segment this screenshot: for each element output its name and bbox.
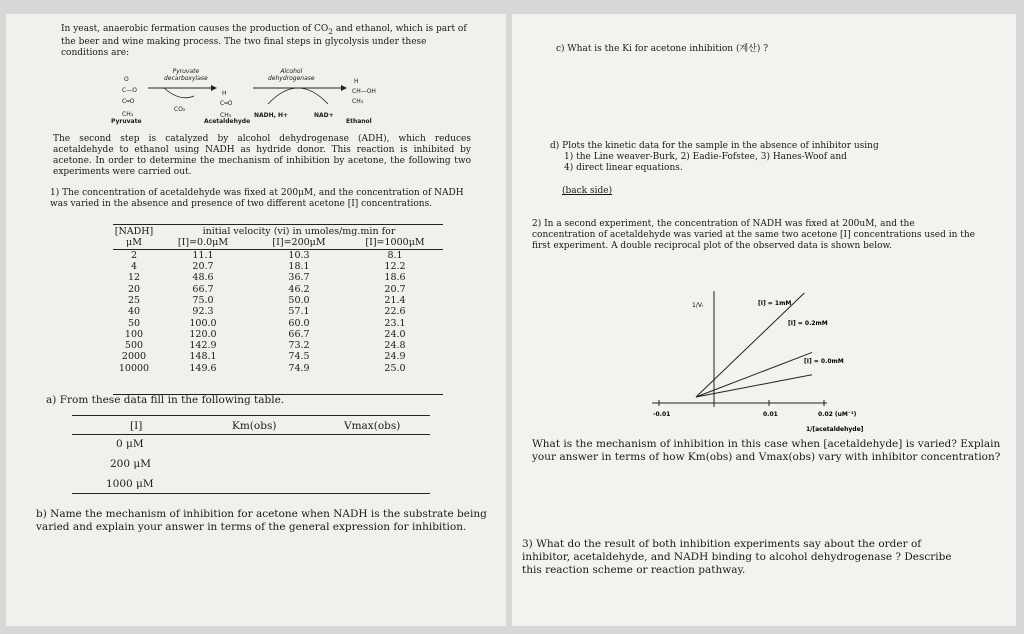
atom: C═O: [220, 100, 233, 107]
atom: CH₃: [352, 98, 364, 105]
plot-line: [696, 375, 812, 397]
table-cell: 75.0: [192, 294, 214, 306]
atom: H: [222, 90, 227, 97]
question-d-line1: d) Plots the kinetic data for the sample in the absence of inhibitor using: [550, 141, 879, 151]
atom: CH₃: [220, 112, 232, 119]
table-cell: 149.6: [189, 362, 217, 374]
table-cell: 73.2: [288, 340, 310, 352]
fill-table-bottom-rule: [72, 493, 430, 494]
table-cell: 10000: [118, 362, 150, 374]
intro-text: In yeast, anaerobic fermation causes the production of $CO_2$ and ethanol, which is part of the beer and wine making process. The two final steps in glycolysis under these conditions are:: [61, 24, 467, 58]
nadh-header: [NADH]: [114, 226, 154, 238]
table-row: [113, 351, 443, 362]
table-cell: 66.7: [288, 328, 310, 340]
fill-header-vmax: Vmax(obs): [344, 420, 401, 432]
atom: CH—OH: [352, 88, 376, 95]
question-1-text: 1) The concentration of acetaldehyde was fixed at 200μM, and the concentration of NADH was varied in the absence and presence of two different acetone [I] concentrations.: [50, 188, 464, 209]
table-cell: 4: [130, 261, 138, 273]
table-cell: 40: [127, 306, 141, 318]
table-cell: 100.0: [189, 317, 217, 329]
table-row: [113, 249, 443, 261]
fill-table-top-rule: [72, 415, 430, 416]
x-axis-label: 1/[acetaldehyde]: [806, 426, 864, 433]
pyruvate-name: Pyruvate: [111, 118, 142, 125]
fill-row-0: 0 μM: [116, 438, 144, 450]
question-d-line2: 1) the Line weaver-Burk, 2) Eadie-Fofstee, 3) Hanes-Woof and: [564, 152, 847, 162]
table-cell: 120.0: [189, 328, 217, 340]
fill-header-i: [I]: [130, 420, 143, 432]
step2-paragraph: The second step is catalyzed by alcohol dehydrogenase (ADH), which reduces acetaldehyde to ethanol using NADH as hydride donor. This reaction is inhibited by acetone. In order to determine the mechanism of inhibition by acetone, the following two experiments were carried out.: [53, 134, 471, 177]
table-row: [113, 295, 443, 306]
enzyme2-label: Alcohol dehydrogenase: [268, 68, 315, 82]
enzyme1-label: Pyruvate decarboxylase: [164, 68, 208, 82]
data-table-top-rule: [113, 224, 443, 225]
ethanol-name: Ethanol: [346, 118, 372, 125]
fill-row-200: 200 μM: [110, 458, 151, 470]
col-head: [I]=200μM: [272, 237, 326, 249]
table-cell: 24.0: [384, 328, 406, 340]
right-page: [512, 14, 1016, 626]
table-cell: 500: [124, 340, 144, 352]
table-cell: 11.1: [192, 249, 214, 261]
table-cell: 25.0: [384, 362, 406, 374]
question-d-line3: 4) direct linear equations.: [564, 163, 683, 173]
units-header: μM: [126, 237, 142, 249]
table-cell: 21.4: [384, 294, 406, 306]
table-cell: 74.5: [288, 351, 310, 363]
plot-line-label: [I] = 1mM: [758, 300, 792, 307]
x-tick-label: 0.02 (uM⁻¹): [818, 411, 857, 418]
table-cell: 57.1: [288, 306, 310, 318]
atom: C═O: [122, 98, 135, 105]
question-b-text: b) Name the mechanism of inhibition for acetone when NADH is the substrate being varied and explain your answer in terms of the general expression for inhibition.: [36, 508, 487, 533]
question-2-text: 2) In a second experiment, the concentration of NADH was fixed at 200uM, and the concentration of acetaldehyde was varied at the same two acetone [I] concentrations used in the first experiment. A double reciprocal plot of the observed data is shown below.: [532, 219, 975, 251]
plot-line-label: [I] = 0.2mM: [788, 320, 828, 327]
table-row: [113, 272, 443, 283]
table-subheader-row: [113, 237, 443, 249]
table-cell: 24.9: [384, 351, 406, 363]
question-3-text: 3) What do the result of both inhibition experiments say about the order of inhibitor, acetaldehyde, and NADH binding to alcohol dehydrogenase ? Describe this reaction scheme or reaction pathway.: [522, 538, 952, 576]
table-cell: 50: [127, 317, 141, 329]
table-row: [113, 317, 443, 328]
table-cell: 48.6: [192, 272, 214, 284]
plot-line-label: [I] = 0.0mM: [804, 358, 844, 365]
table-row: [113, 283, 443, 294]
atom: CH₃: [122, 111, 134, 118]
table-row: [113, 340, 443, 351]
table-row: [113, 363, 443, 374]
table-cell: 36.7: [288, 272, 310, 284]
question-c-text: c) What is the Ki for acetone inhibition (계산) ?: [556, 44, 769, 54]
x-tick-label: 0.01: [763, 411, 778, 418]
table-cell: 2: [130, 249, 138, 261]
table-cell: 25: [127, 294, 141, 306]
plot-line: [696, 293, 804, 397]
table-cell: 66.7: [192, 283, 214, 295]
table-row: [113, 329, 443, 340]
table-row: [113, 261, 443, 272]
table-cell: 24.8: [384, 340, 406, 352]
table-cell: 2000: [121, 351, 147, 363]
table-cell: 18.6: [384, 272, 406, 284]
table-cell: 23.1: [384, 317, 406, 329]
atom: C—O: [122, 87, 137, 94]
question-a-text: a) From these data fill in the following table.: [46, 394, 285, 406]
table-cell: 46.2: [288, 283, 310, 295]
table-cell: 20.7: [192, 261, 214, 273]
table-cell: 20: [127, 283, 141, 295]
table-cell: 12.2: [384, 261, 406, 273]
table-cell: 100: [124, 328, 144, 340]
acetaldehyde-name: Acetaldehyde: [204, 118, 251, 125]
table-cell: 8.1: [387, 249, 403, 261]
atom: O: [124, 76, 129, 83]
atom: H: [354, 78, 359, 85]
table-row: [113, 306, 443, 317]
double-reciprocal-plot: [512, 279, 1016, 439]
plot-line: [696, 352, 812, 397]
question-2-mechanism-text: What is the mechanism of inhibition in this case when [acetaldehyde] is varied? Explain your answer in terms of how Km(obs) and Vmax(obs) vary with inhibitor concentration?: [532, 438, 1001, 463]
table-cell: 60.0: [288, 317, 310, 329]
x-tick-label: -0.01: [653, 411, 671, 418]
table-cell: 18.1: [288, 261, 310, 273]
kinetic-data-table: [113, 226, 443, 374]
col-head: [I]=0.0μM: [177, 237, 229, 249]
fill-header-km: Km(obs): [232, 420, 277, 432]
cofactor-in-label: NADH, H+: [254, 112, 289, 119]
table-cell: 50.0: [288, 294, 310, 306]
table-cell: 10.3: [288, 249, 310, 261]
table-cell: 22.6: [384, 306, 406, 318]
fill-row-1000: 1000 μM: [106, 478, 154, 490]
col-head: [I]=1000μM: [365, 237, 425, 249]
plot-lines: [696, 293, 844, 397]
left-page: [6, 14, 506, 626]
table-cell: 74.9: [288, 362, 310, 374]
velocity-header: initial velocity (vi) in umoles/mg.min for: [202, 226, 396, 238]
table-cell: 20.7: [384, 283, 406, 295]
table-cell: 92.3: [192, 306, 214, 318]
back-side-note: (back side): [562, 186, 613, 196]
fill-table-header-rule: [72, 434, 430, 435]
table-header-row: [113, 226, 443, 237]
table-body: [113, 249, 443, 374]
co2-label: CO₂: [174, 106, 186, 113]
cofactor-out-label: NAD+: [314, 112, 334, 119]
table-cell: 12: [127, 272, 141, 284]
y-axis-label: 1/Vᵢ: [692, 302, 704, 309]
table-cell: 148.1: [189, 351, 217, 363]
table-cell: 142.9: [189, 340, 217, 352]
